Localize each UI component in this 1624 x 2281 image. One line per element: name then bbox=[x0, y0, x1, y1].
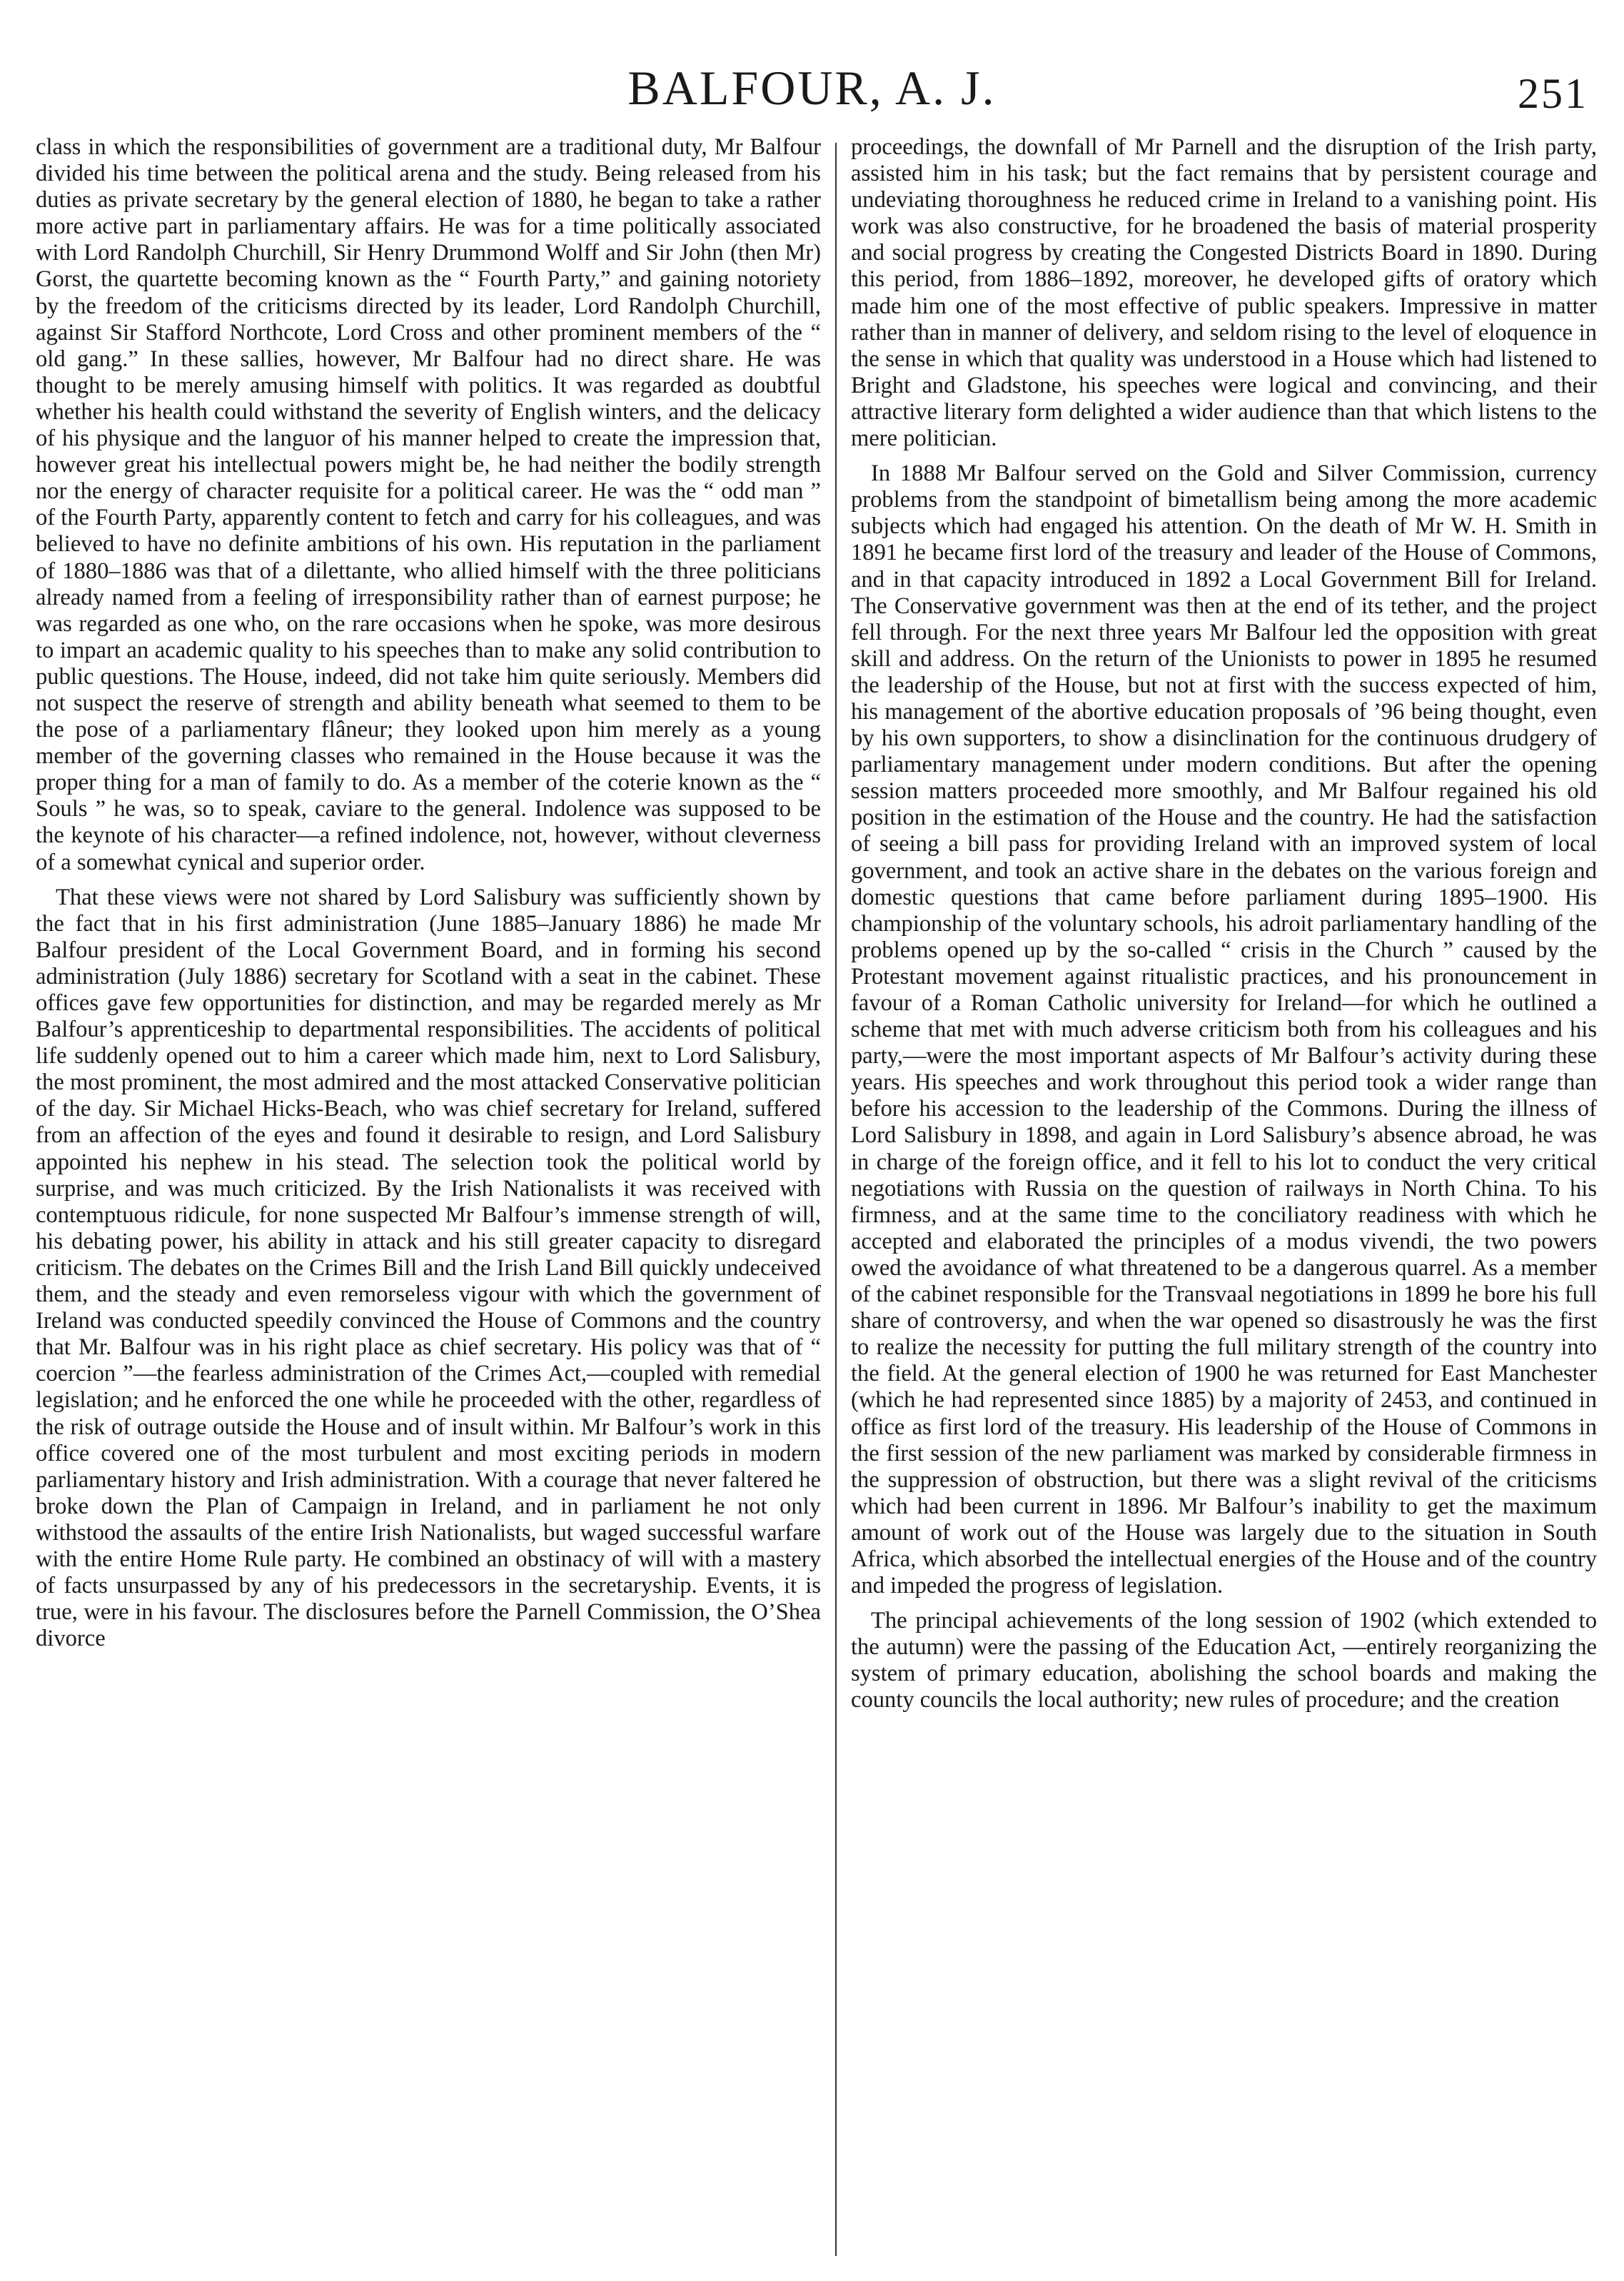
column-divider bbox=[835, 143, 837, 2256]
paragraph: proceedings, the downfall of Mr Parnell and the disruption of the Irish party, assisted him in his task; but the fact remains that by persistent courage and undeviating thoroughness he reduced crime in Ireland to a vanishing point. His work was also constructive, for he broadened the basis of material prosperity and social progress by creating the Congested Districts Board in 1890. During this period, from 1886–1892, moreover, he developed gifts of oratory which made him one of the most effective of public speakers. Impressive in matter rather than in manner of delivery, and seldom rising to the level of eloquence in the sense in which that quality was understood in a House which had listened to Bright and Gladstone, his speeches were logical and convincing, and their attractive literary form delighted a wider audience than that which listens to the mere politician. bbox=[851, 134, 1597, 452]
running-head-title: BALFOUR, A. J. bbox=[627, 61, 997, 115]
page-number: 251 bbox=[1518, 70, 1588, 117]
left-column bbox=[36, 134, 821, 1661]
page-header bbox=[0, 56, 1624, 120]
paragraph: In 1888 Mr Balfour served on the Gold and Silver Commission, currency problems from the standpoint of bimetallism being among the more academic subjects which had engaged his attention. On the death of Mr W. H. Smith in 1891 he became first lord of the treasury and leader of the House of Commons, and in that capacity introduced in 1892 a Local Government Bill for Ireland. The Conservative government was then at the end of its tether, and the project fell through. For the next three years Mr Balfour led the opposition with great skill and address. On the return of the Unionists to power in 1895 he resumed the leadership of the House, but not at first with the success expected of him, his management of the abortive education proposals of ’96 being thought, even by his own supporters, to show a disinclination for the continuous drudgery of parliamentary management under modern conditions. But after the opening session matters proceeded more smoothly, and Mr Balfour regained his old position in the estimation of the House and the country. He had the satisfaction of seeing a bill pass for providing Ireland with an improved system of local government, and took an active share in the debates on the various foreign and domestic questions that came before parliament during 1895–1900. His championship of the voluntary schools, his adroit parliamentary handling of the problems opened up by the so-called “ crisis in the Church ” caused by the Protestant movement against ritualistic practices, and his pronouncement in favour of a Roman Catholic university for Ireland—for which he outlined a scheme that met with much adverse criticism both from his colleagues and his party,—were the most important aspects of Mr Balfour’s activity during these years. His speeches and work throughout this period took a wider range than before his accession to the leadership of the Commons. During the illness of Lord Salisbury in 1898, and again in Lord Salisbury’s absence abroad, he was in charge of the foreign office, and it fell to his lot to conduct the very critical negotiations with Russia on the question of railways in North China. To his firmness, and at the same time to the conciliatory readiness with which he accepted and elaborated the principles of a modus vivendi, the two powers owed the avoidance of what threatened to be a dangerous quarrel. As a member of the cabinet responsible for the Transvaal negotiations in 1899 he bore his full share of controversy, and when the war opened so disastrously he was the first to realize the necessity for putting the full military strength of the country into the field. At the general election of 1900 he was returned for East Manchester (which he had represented since 1885) by a majority of 2453, and continued in office as first lord of the treasury. His leadership of the House of Commons in the first session of the new parliament was marked by considerable firmness in the suppression of obstruction, but there was a slight revival of the criticisms which had been current in 1896. Mr Balfour’s inability to get the maximum amount of work out of the House was largely due to the situation in South Africa, which absorbed the intellectual energies of the House and of the country and impeded the progress of legislation. bbox=[851, 460, 1597, 1599]
paragraph: class in which the responsibilities of government are a traditional duty, Mr Balfour divided his time between the political arena and the study. Being released from his duties as private secretary by the general election of 1880, he began to take a rather more active part in parliamentary affairs. He was for a time politically associated with Lord Randolph Churchill, Sir Henry Drummond Wolff and Sir John (then Mr) Gorst, the quartette becoming known as the “ Fourth Party,” and gaining notoriety by the freedom of the criticisms directed by its leader, Lord Randolph Churchill, against Sir Stafford Northcote, Lord Cross and other prominent members of the “ old gang.” In these sallies, however, Mr Balfour had no direct share. He was thought to be merely amusing himself with politics. It was regarded as doubtful whether his health could withstand the severity of English winters, and the delicacy of his physique and the languor of his manner helped to create the impression that, however great his intellectual powers might be, he had neither the bodily strength nor the energy of character requisite for a political career. He was the “ odd man ” of the Fourth Party, apparently content to fetch and carry for his colleagues, and was believed to have no definite ambitions of his own. His reputation in the parliament of 1880–1886 was that of a dilettante, who allied himself with the three politicians already named from a feeling of irresponsibility rather than of earnest purpose; he was regarded as one who, on the rare occasions when he spoke, was more desirous to impart an academic quality to his speeches than to make any solid contribution to public questions. The House, indeed, did not take him quite seriously. Members did not suspect the reserve of strength and ability beneath what seemed to them to be the pose of a parliamentary flâneur; they looked upon him merely as a young member of the governing classes who remained in the House because it was the proper thing for a man of family to do. As a member of the coterie known as the “ Souls ” he was, so to speak, caviare to the general. Indolence was supposed to be the keynote of his character—a refined indolence, not, however, without cleverness of a somewhat cynical and superior order. bbox=[36, 134, 821, 875]
paragraph: That these views were not shared by Lord Salisbury was sufficiently shown by the fact that in his first administration (June 1885–January 1886) he made Mr Balfour president of the Local Government Board, and in forming his second administration (July 1886) secretary for Scotland with a seat in the cabinet. These offices gave few opportunities for distinction, and may be regarded merely as Mr Balfour’s apprenticeship to departmental responsibilities. The accidents of political life suddenly opened out to him a career which made him, next to Lord Salisbury, the most prominent, the most admired and the most attacked Conservative politician of the day. Sir Michael Hicks-Beach, who was chief secretary for Ireland, suffered from an affection of the eyes and found it desirable to resign, and Lord Salisbury appointed his nephew in his stead. The selection took the political world by surprise, and was much criticized. By the Irish Nationalists it was received with contemptuous ridicule, for none suspected Mr Balfour’s immense strength of will, his debating power, his ability in attack and his still greater capacity to disregard criticism. The debates on the Crimes Bill and the Irish Land Bill quickly undeceived them, and the steady and even remorseless vigour with which the government of Ireland was conducted speedily convinced the House of Commons and the country that Mr. Balfour was in his right place as chief secretary. His policy was that of “ coercion ”—the fearless administration of the Crimes Act,—coupled with remedial legislation; and he enforced the one while he proceeded with the other, regardless of the risk of outrage outside the House and of insult within. Mr Balfour’s work in this office covered one of the most turbulent and most exciting periods in modern parliamentary history and Irish administration. With a courage that never faltered he broke down the Plan of Campaign in Ireland, and in parliament he not only withstood the assaults of the entire Irish Nationalists, but waged successful warfare with the entire Home Rule party. He combined an obstinacy of will with a mastery of facts unsurpassed by any of his predecessors in the secretaryship. Events, it is true, were in his favour. The disclosures before the Parnell Commission, the O’Shea divorce bbox=[36, 884, 821, 1652]
right-column bbox=[851, 134, 1597, 1723]
paragraph: The principal achievements of the long session of 1902 (which extended to the autumn) were the passing of the Education Act, —entirely reorganizing the system of primary education, abolishing the school boards and making the county councils the local authority; new rules of procedure; and the creation bbox=[851, 1608, 1597, 1713]
